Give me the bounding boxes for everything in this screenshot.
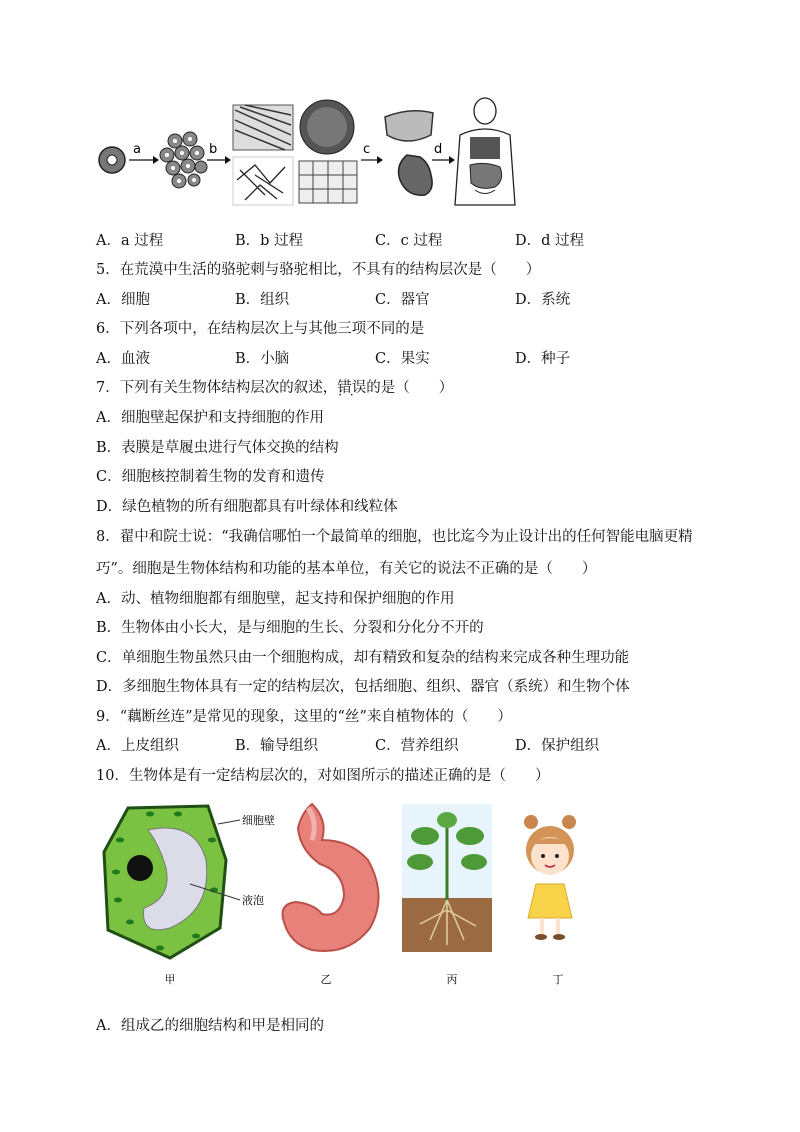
option-text: 组织 xyxy=(260,292,290,308)
option-key: D． xyxy=(515,292,542,308)
q6-option-c[interactable] xyxy=(375,349,430,369)
arrow-label-a: a xyxy=(133,142,141,157)
q7-option-d[interactable]: D．绿色植物的所有细胞都具有叶绿体和线粒体 xyxy=(96,499,398,515)
plant-cell-image xyxy=(104,806,240,958)
q4-option-c[interactable] xyxy=(375,231,442,251)
option-text: 果实 xyxy=(400,351,430,367)
option-key: B． xyxy=(235,233,261,249)
option-text: 细胞 xyxy=(120,292,150,308)
q7-option-b[interactable]: B．表膜是草履虫进行气体交换的结构 xyxy=(96,440,339,456)
tissue-images xyxy=(233,100,357,205)
option-text: b 过程 xyxy=(260,233,304,249)
cell-cluster-image xyxy=(160,132,207,188)
q9-option-c[interactable] xyxy=(375,736,459,756)
option-text: 系统 xyxy=(541,292,571,308)
q6-option-d[interactable] xyxy=(515,349,570,369)
girl-image xyxy=(524,815,576,940)
option-key: D． xyxy=(515,351,542,367)
q6-option-a[interactable] xyxy=(96,349,150,369)
q6-stem: 6．下列各项中，在结构层次上与其他三项不同的是 xyxy=(96,321,425,337)
cell-wall-label: 细胞壁 xyxy=(242,814,275,827)
option-key: B． xyxy=(235,738,261,754)
q5-option-c[interactable] xyxy=(375,290,430,310)
option-text: 上皮组织 xyxy=(120,738,179,754)
q5-option-b[interactable] xyxy=(235,290,289,310)
q4-option-a[interactable] xyxy=(96,231,163,251)
option-key: C． xyxy=(375,233,401,249)
q5-stem: 5．在荒漠中生活的骆驼刺与骆驼相比，不具有的结构层次是（ ） xyxy=(96,262,541,278)
q7-stem-pre: 7．下列有关生物体结构层次的叙述， xyxy=(96,380,338,396)
option-text: 种子 xyxy=(541,351,571,367)
q7-stem-post: 的是（ ） xyxy=(366,380,454,396)
q9-option-a[interactable] xyxy=(96,736,179,756)
q10-figure-svg xyxy=(100,800,600,990)
option-text: c 过程 xyxy=(400,233,443,249)
q10-stem: 10．生物体是有一定结构层次的，对如图所示的描述正确的是（ ） xyxy=(96,768,550,784)
option-key: B． xyxy=(235,292,261,308)
option-text: 营养组织 xyxy=(400,738,459,754)
option-key: D． xyxy=(515,233,542,249)
q7-option-c[interactable]: C．细胞核控制着生物的发育和遗传 xyxy=(96,469,325,485)
q9-stem: 9．“藕断丝连”是常见的现象，这里的“丝”来自植物体的（ ） xyxy=(96,709,512,725)
caption-jia: 甲 xyxy=(164,973,176,986)
q8-stem-line1: 8．翟中和院士说：“我确信哪怕一个最简单的细胞，也比迄今为止设计出的任何智能电脑更精 xyxy=(96,529,693,545)
q7-stem xyxy=(96,378,453,398)
option-key: D． xyxy=(515,738,542,754)
caption-bing: 丙 xyxy=(446,973,458,986)
option-text: a 过程 xyxy=(120,233,164,249)
q10-option-a[interactable]: A．组成乙的细胞结构和甲是相同的 xyxy=(96,1018,324,1034)
organ-images xyxy=(385,111,433,195)
hierarchy-figure xyxy=(95,95,525,215)
option-key: C． xyxy=(375,738,401,754)
arrow-label-b: b xyxy=(209,142,218,157)
option-key: C． xyxy=(375,292,401,308)
option-text: 小脑 xyxy=(260,351,290,367)
bean-plant-image xyxy=(402,804,492,952)
q8-option-c[interactable]: C．单细胞生物虽然只由一个细胞构成，却有精致和复杂的结构来完成各种生理功能 xyxy=(96,650,630,666)
option-text: 血液 xyxy=(120,351,150,367)
hierarchy-figure-svg xyxy=(95,95,525,215)
q8-stem-line2: 巧”。细胞是生物体结构和功能的基本单位，有关它的说法不正确的是（ ） xyxy=(96,561,597,577)
q7-stem-emphasis: 错误 · · xyxy=(337,380,366,396)
option-text: d 过程 xyxy=(541,233,585,249)
q4-option-d[interactable] xyxy=(515,231,584,251)
option-text: 器官 xyxy=(400,292,430,308)
human-system-image xyxy=(455,98,515,205)
q4-option-b[interactable] xyxy=(235,231,303,251)
q8-option-b[interactable]: B．生物体由小长大，是与细胞的生长、分裂和分化分不开的 xyxy=(96,620,484,636)
vacuole-label: 液泡 xyxy=(242,894,264,907)
q8-option-d[interactable]: D．多细胞生物体具有一定的结构层次，包括细胞、组织、器官（系统）和生物个体 xyxy=(96,679,630,695)
option-text: 输导组织 xyxy=(260,738,319,754)
q9-option-b[interactable] xyxy=(235,736,318,756)
caption-ding: 丁 xyxy=(552,973,564,986)
caption-yi: 乙 xyxy=(320,973,332,986)
option-key: A． xyxy=(96,738,121,754)
arrow-label-c: c xyxy=(363,142,371,157)
q8-option-a[interactable]: A．动、植物细胞都有细胞壁，起支持和保护细胞的作用 xyxy=(96,591,455,607)
option-key: C． xyxy=(375,351,401,367)
q10-figure xyxy=(100,800,600,990)
single-cell-image xyxy=(99,147,125,173)
option-text: 保护组织 xyxy=(541,738,600,754)
q9-option-d[interactable] xyxy=(515,736,599,756)
option-key: A． xyxy=(96,233,121,249)
q5-option-a[interactable] xyxy=(96,290,150,310)
arrow-label-d: d xyxy=(434,142,443,157)
q7-option-a[interactable]: A．细胞壁起保护和支持细胞的作用 xyxy=(96,410,324,426)
option-key: B． xyxy=(235,351,261,367)
q6-option-b[interactable] xyxy=(235,349,289,369)
stomach-image xyxy=(283,804,379,951)
option-key: A． xyxy=(96,292,121,308)
q5-option-d[interactable] xyxy=(515,290,570,310)
option-key: A． xyxy=(96,351,121,367)
